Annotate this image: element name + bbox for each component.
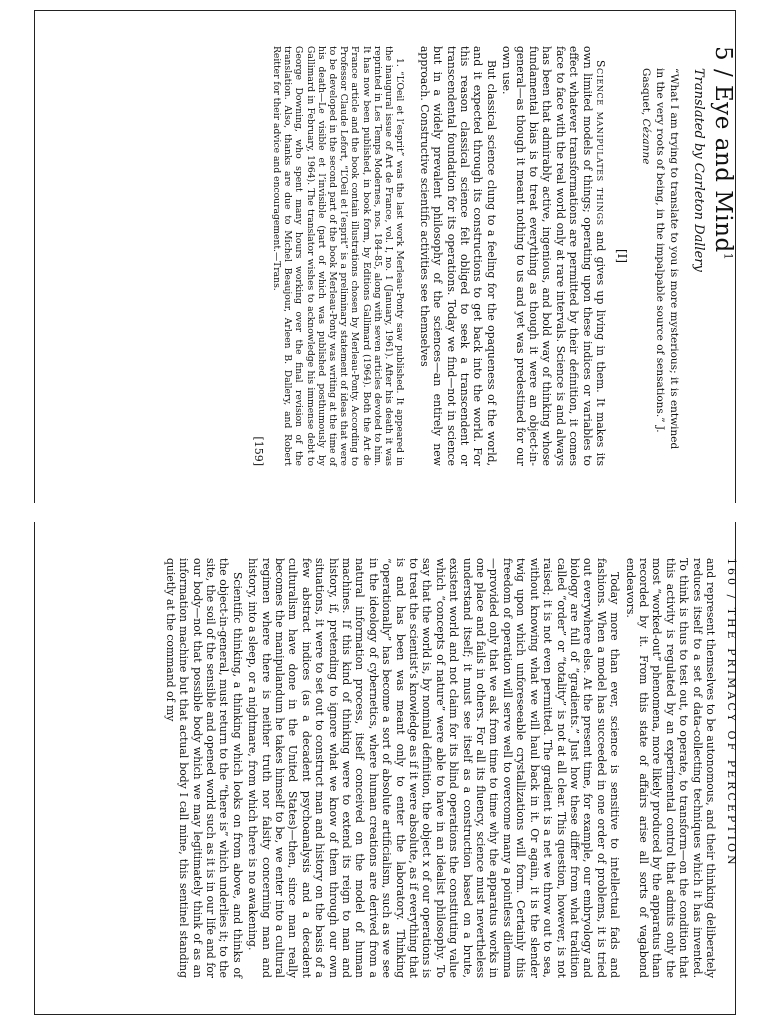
paragraph: Scientific thinking, a thinking which looks on from above, and thinks of the object-in-general, must return to the “there is” which underlies it; to the site, the soil of the sensible and opened world such as it is in our life and for our body—not that possible body which we may legitimately think of as an information machine but that actual body I call mine, this sentinel standing quietly at the command of my xyxy=(163,558,244,978)
footnote-text: 1. “L’Oeil et l’esprit” was the last work Merleau-Ponty saw published. It appeared in the inaugural issue of Art de France, vol. I, no. 1 (January, 1961). After his death it was reprinted in Les Temps Modernes, nos. 184–85, along with seven articles devoted to him. It has now been published, in book form, by Editions Gallimard (1964). Both the Art de France article and the book contain illustrations chosen by Merleau-Ponty. According to Professor Claude Lefort, “L’Oeil et l’esprit” is a preliminary statement of ideas that were to be developed in the second part of the book Merleau-Ponty was writing at the time of his death—Le visible et l’invisible (part of which was published posthumously by Gallimard in February, 1964). The translator wishes to acknowledge his immense debt to George Downing, who spent many hours working over the final revision of the translation. Also, thanks are due to Michel Beaujour, Arleen B. Dallery, and Robert Reitter for their advice and encouragement.—Trans. xyxy=(271,46,406,466)
chapter-title xyxy=(710,46,736,466)
lead-words: Science manipulates things xyxy=(594,60,607,226)
footnote xyxy=(271,46,405,466)
paragraph: Today more than ever, science is sensitive to intellectual fads and fashions. When a model has succeeded in one order of problems, it is tried out everywhere else. At the present time, for example, our embryology and biology are full of “gradients.” Just how these differ from what tradition called “order” or “totality” is not at all clear. This question, however, is not raised; it is not even permitted. The gradient is a net we throw out to sea, without knowing what we will haul back in it. Or again, it is the slender twig upon which unforeseeable crystallizations will form. Certainly this freedom of operation will serve well to overcome many a pointless dilemma—provided only that we ask from time to time why the apparatus works in one place and fails in others. For all its fluency, science must nevertheless understand itself; it must see itself as a construction based on a brute, existent world and not claim for its blind operations the constituting value which “concepts of nature” were able to have in an idealist philosophy. To say that the world is, by nominal definition, the object x of our operations is to treat the scientist’s knowledge as if it were absolute, as if everything that is and has been was meant only to enter the laboratory. Thinking “operationally” has become a sort of absolute artificialism, such as we see in the ideology of cybernetics, where human creations are derived from a natural information process, itself conceived on the model of human machines. If this kind of thinking were to extend its reign to man and history, if, pretending to ignore what we know of them through our own situations, it were to set out to construct man and history on the basis of a few abstract indices (as a decadent psychoanalysis and a decadent culturalism have done in the United States)—then, since man really becomes the manipulandum he takes himself to be, we enter into a cultural regimen where there is neither truth nor falsity concerning man and history, into a sleep, or a nightmare, from which there is no awakening. xyxy=(246,558,622,978)
epigraph-quote: “What I am trying to translate to you is more mysterious; it is entwined in the very roots of being, in the impalpable source of sensations.” J. Gasquet, xyxy=(640,68,680,450)
page-number: [159] xyxy=(251,436,265,466)
paragraph: and represent themselves to be autonomous, and their thinking deliberately reduces itself to a set of data-collecting techniques which it has invented. To think is thus to test out, to operate, to transform—on the condition that this activity is regulated by an experimental control that admits only the most “worked-out” phenomena, more likely produced by the apparatus than recorded by it. From this state of affairs arise all sorts of vagabond endeavors. xyxy=(623,558,717,978)
body-text xyxy=(417,46,607,466)
paragraph xyxy=(500,46,607,466)
paragraph: But classical science clung to a feeling for the opaqueness of the world, and it expected through its constructions to get back into the world. For this reason classical science felt obliged to seek a transcendent or transcendental foundation for its operations. Today we find—not in science but in a widely prevalent philosophy of the sciences—an entirely new approach. Constructive scientific activities see themselves xyxy=(417,46,498,466)
section-number: [I] xyxy=(615,248,629,264)
epigraph-source: Cézanne xyxy=(640,118,652,165)
chapter-title-text: 5 / Eye and Mind xyxy=(710,46,736,253)
paragraph-text: and gives up living in them. It makes its own limited models of things; operating upon these indices or variables to effect whatever transformations are permitted by their definition, it comes face to face with the real world only at rare intervals. Science is and always has been that admirably active, ingenious, and bold way of thinking whose fundamental bias is to treat everything as though it were an object-in-general—as though it meant nothing to us and yet was predestined for our own use. xyxy=(500,46,607,466)
epigraph xyxy=(639,68,681,458)
body-text xyxy=(163,558,717,978)
translator-credit: Translated by Carleton Dallery xyxy=(691,68,706,272)
rotated-text-block xyxy=(24,558,744,978)
running-head: 160 / THE PRIMACY OF PERCEPTION xyxy=(725,558,738,868)
book-page-160 xyxy=(0,512,768,1024)
rotated-text-block xyxy=(24,46,744,466)
footnote-marker: 1 xyxy=(721,252,735,261)
